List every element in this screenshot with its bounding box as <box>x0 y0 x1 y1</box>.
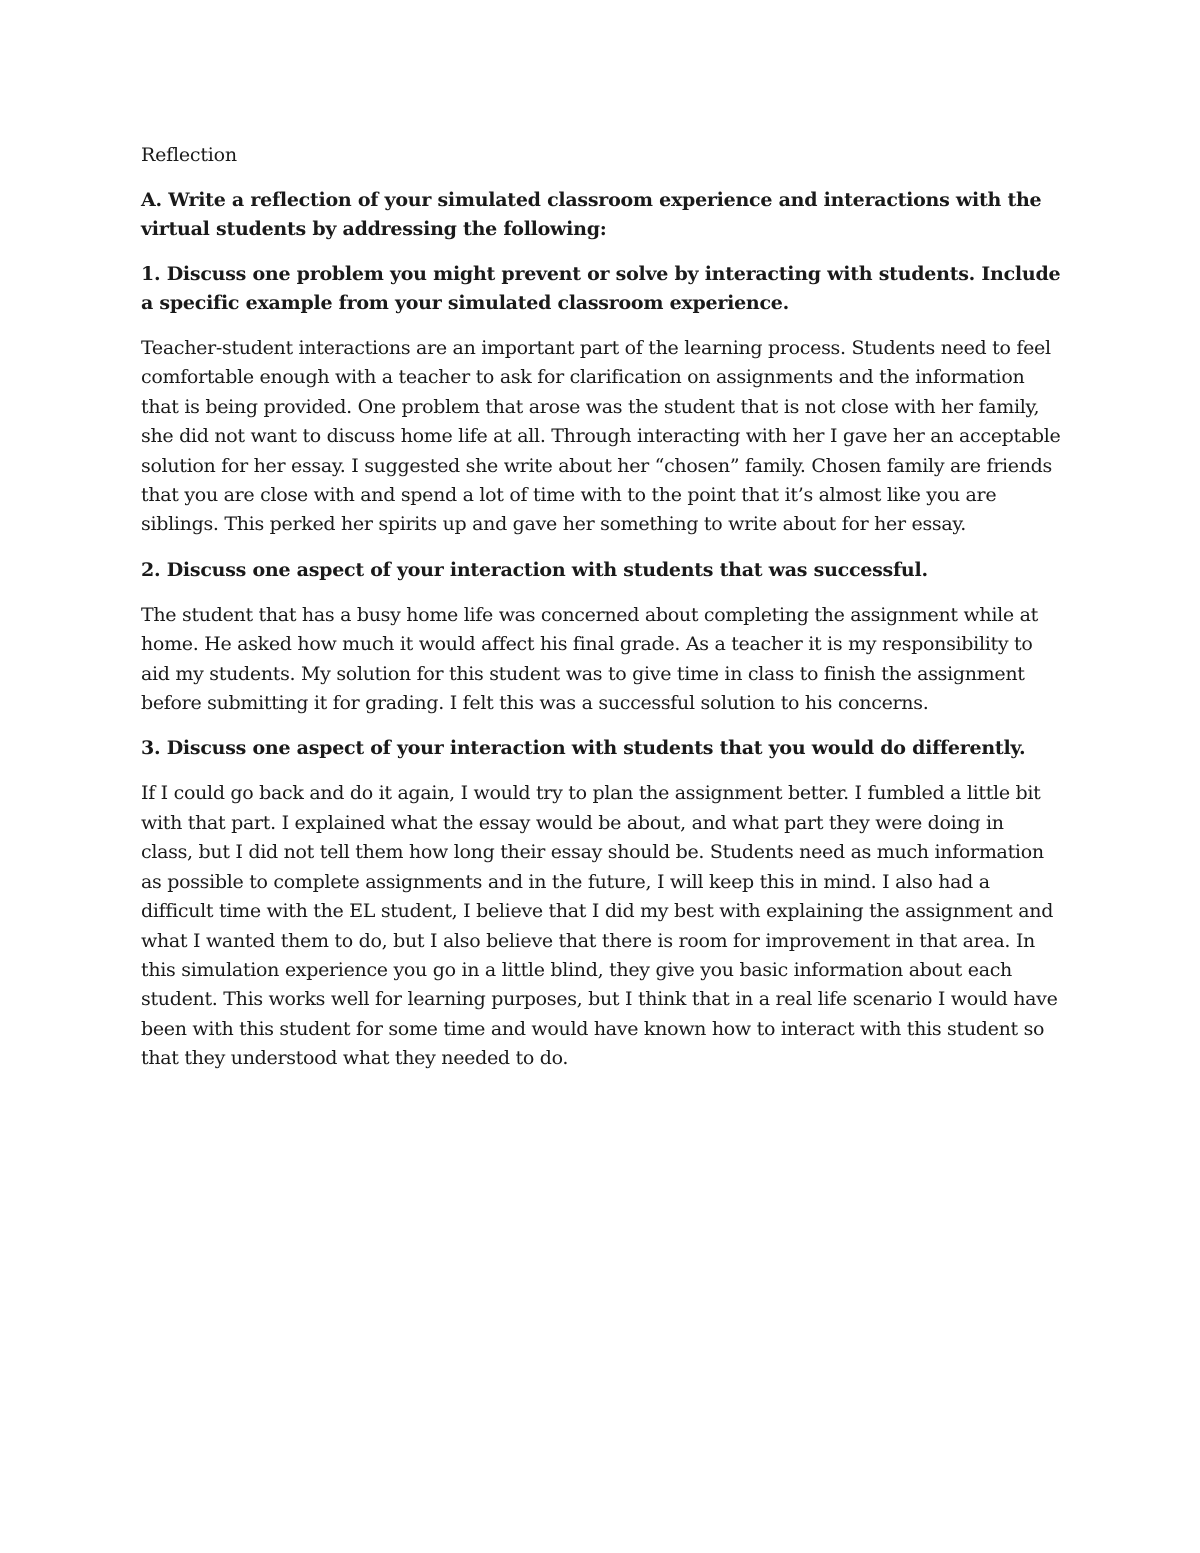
question-2: 2. Discuss one aspect of your interaction with students that was successful. <box>141 558 928 581</box>
answer-2: The student that has a busy home life was concerned about completing the assignment while at home. He asked how much it would affect his final grade. As a teacher it is my responsibility to aid my students. My solution for this student was to give time in class to finish the assignment before submitting it for grading. I felt this was a successful solution to his concerns. <box>141 603 1038 715</box>
question-1: 1. Discuss one problem you might prevent or solve by interacting with students. Include a specific example from your simulated classroom experience. <box>141 263 1061 314</box>
section-a-prompt: A. Write a reflection of your simulated classroom experience and interactions with the virtual students by addressing the following: <box>141 189 1042 240</box>
question-3: 3. Discuss one aspect of your interaction with students that you would do differently. <box>141 737 1026 760</box>
document-page <box>141 141 1061 1090</box>
answer-3: If I could go back and do it again, I would try to plan the assignment better. I fumbled a little bit with that part. I explained what the essay would be about, and what part they were doing in class, but I did not tell them how long their essay should be. Students need as much information as possible to complete assignments and in the future, I will keep this in mind. I also had a difficult time with the EL student, I believe that I did my best with explaining the assignment and what I wanted them to do, but I also believe that there is room for improvement in that area. In this simulation experience you go in a little blind, they give you basic information about each student. This works well for learning purposes, but I think that in a real life scenario I would have been with this student for some time and would have known how to interact with this student so that they understood what they needed to do. <box>141 782 1058 1070</box>
answer-1: Teacher-student interactions are an important part of the learning process. Students need to feel comfortable enough with a teacher to ask for clarification on assignments and the information that is being provided. One problem that arose was the student that is not close with her family, she did not want to discuss home life at all. Through interacting with her I gave her an acceptable solution for her essay. I suggested she write about her “chosen” family. Chosen family are friends that you are close with and spend a lot of time with to the point that it’s almost like you are siblings. This perked her spirits up and gave her something to write about for her essay. <box>141 337 1061 536</box>
document-title: Reflection <box>141 144 237 166</box>
